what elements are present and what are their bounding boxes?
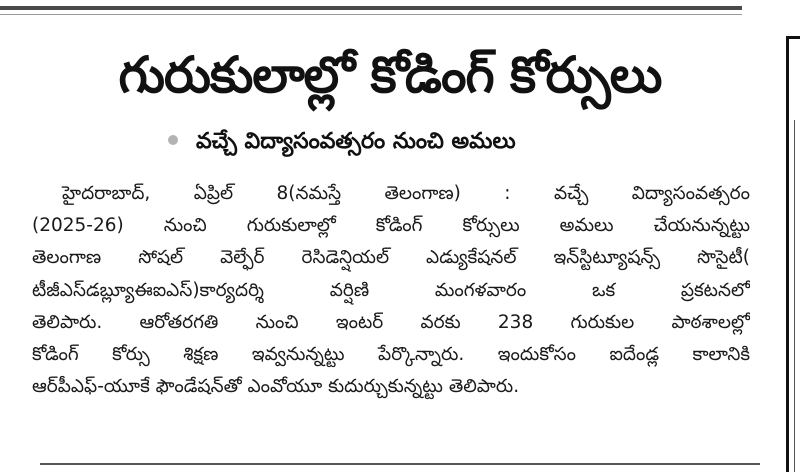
headline: గురుకులాల్లో కోడింగ్ కోర్సులు bbox=[118, 46, 662, 104]
body-line: కోడింగ్ కోర్సు శిక్షణ ఇవ్వనున్నట్టు పేర్కొన్నారు. ఇందుకోసం ఐదేండ్ల కాలానికి bbox=[32, 344, 750, 366]
bullet-icon bbox=[168, 135, 178, 145]
bottom-divider bbox=[40, 463, 760, 465]
adjacent-frame-inner bbox=[794, 120, 800, 472]
subheadline-row bbox=[168, 124, 768, 160]
body-line: హైదరాబాద్, ఏప్రిల్ 8(నమస్తే తెలంగాణ) : వచ్చే విద్యాసంవత్సరం bbox=[62, 183, 750, 204]
subheadline: వచ్చే విద్యాసంవత్సరం నుంచి అమలు bbox=[196, 129, 516, 154]
top-divider bbox=[0, 6, 742, 10]
body-line: ఆర్‌పీఎఫ్-యూకే ఫౌండేషన్‌తో ఎంవోయూ కుదుర్చుకున్నట్టు తెలిపారు. bbox=[32, 376, 520, 398]
article-body bbox=[32, 178, 750, 403]
body-line: తెలిపారు. ఆరోతరగతి నుంచి ఇంటర్ వరకు 238 గురుకుల పాఠశాలల్లో bbox=[32, 311, 750, 333]
adjacent-column-border bbox=[780, 0, 800, 472]
body-line: టీజీఎస్‌డబ్ల్యూఈఐఎస్)కార్యదర్శి వర్షిణి మంగళవారం ఒక ప్రకటనలో bbox=[32, 279, 750, 301]
body-line: (2025-26) నుంచి గురుకులాల్లో కోడింగ్ కోర్సులు అమలు చేయనున్నట్టు bbox=[32, 215, 750, 237]
top-divider-thin bbox=[0, 14, 742, 15]
body-line: తెలంగాణ సోషల్ వెల్ఫేర్ రెసిడెన్షియల్ ఎడ్యుకేషనల్ ఇన్‌స్టిట్యూషన్స్ సొసైటీ( bbox=[32, 247, 750, 269]
